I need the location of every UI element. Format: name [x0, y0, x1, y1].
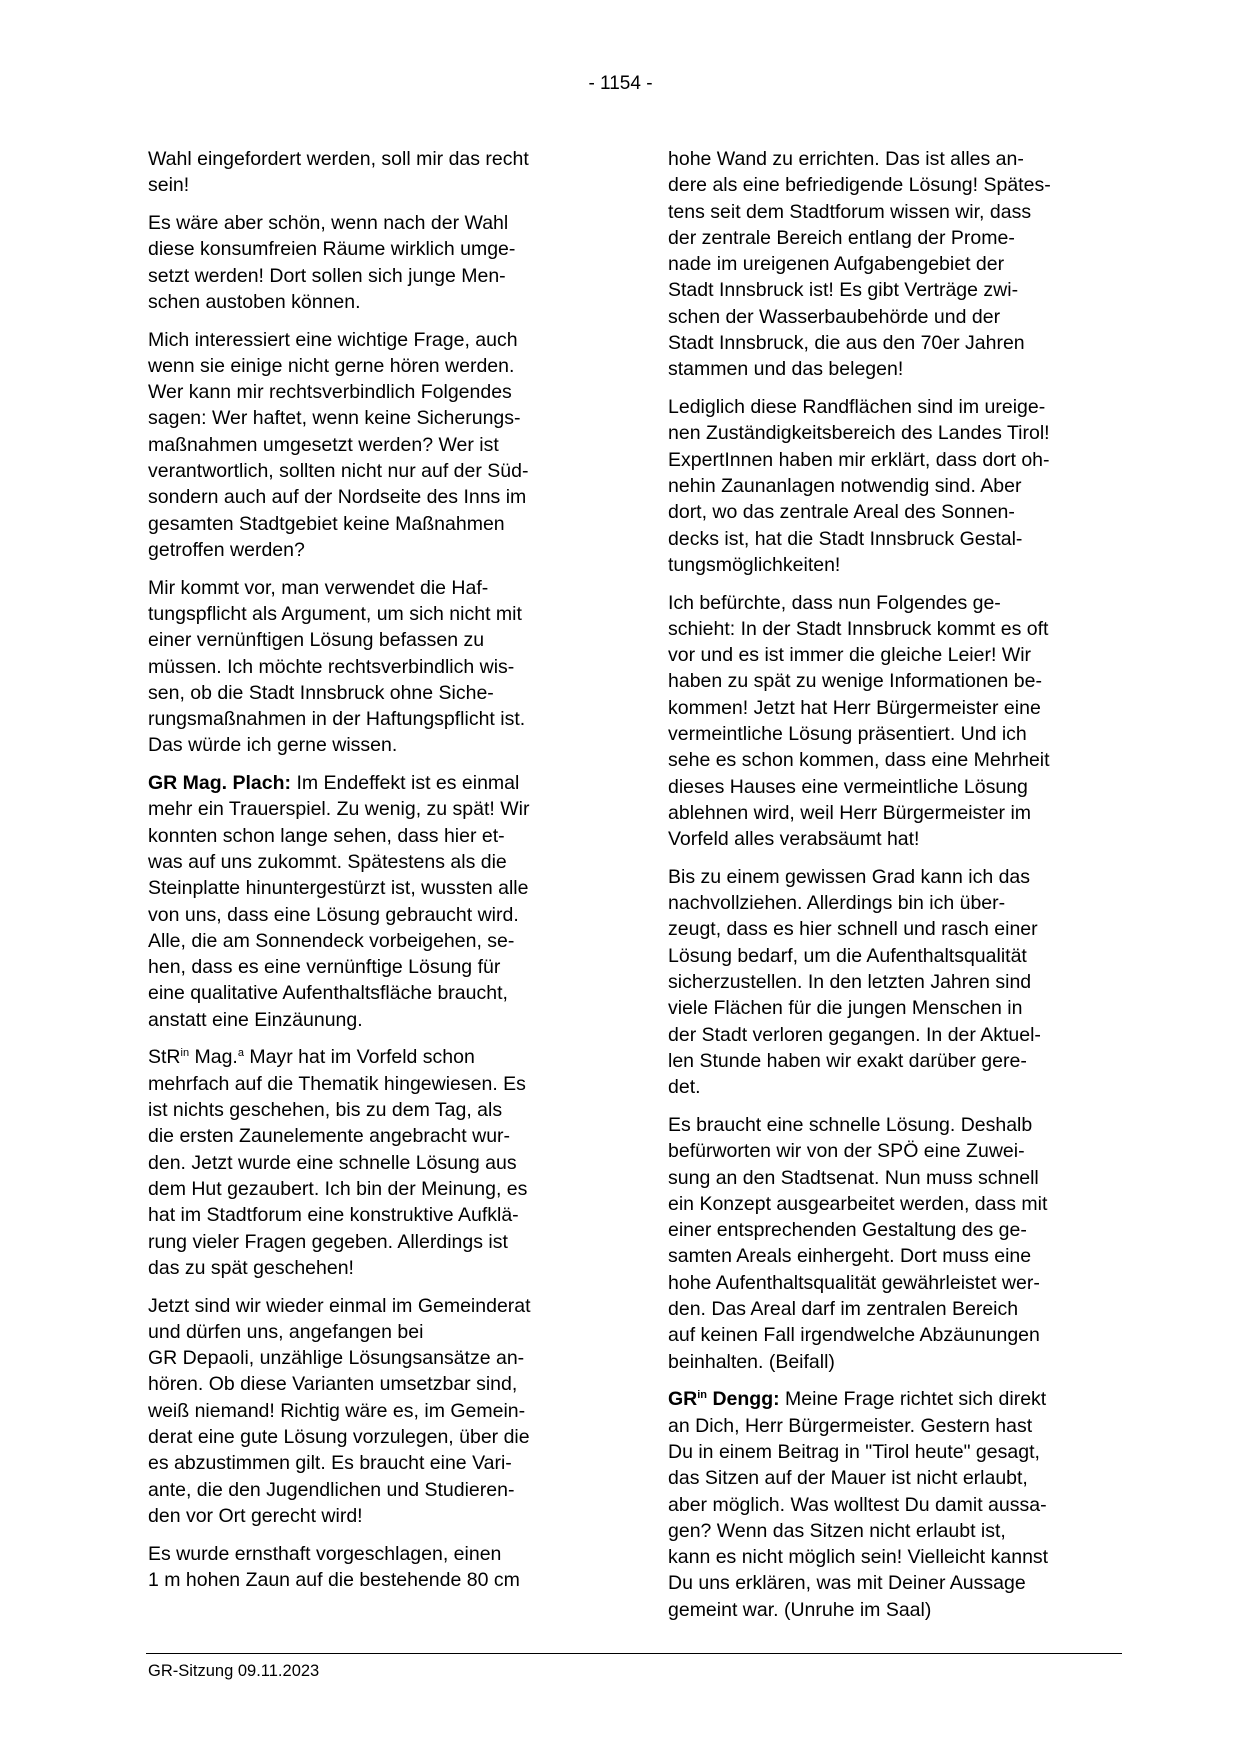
- left-column: [148, 146, 603, 1605]
- paragraph: Ich befürchte, dass nun Folgendes ge- schieht: In der Stadt Innsbruck kommt es oft vor und es ist immer die gleiche Leier! Wir haben zu spät zu wenige Informationen be- kommen! Jetzt hat Herr Bürgermeister eine vermeintliche Lösung präsentiert. Und ich sehe es schon kommen, dass eine Mehrheit dieses Hauses eine vermeintliche Lösung ablehnen wird, weil Herr Bürgermeister im Vorfeld alles verabsäumt hat!: [668, 591, 1050, 851]
- page-number: - 1154 -: [588, 73, 653, 94]
- paragraph: Wahl eingefordert werden, soll mir das recht sein!: [148, 148, 529, 197]
- paragraph: Mich interessiert eine wichtige Frage, auch wenn sie einige nicht gerne hören werden. Wer kann mir rechtsverbindlich Folgendes sagen: Wer haftet, wenn keine Sicherungs- maßnahmen umgesetzt werden? Wer ist verantwortlich, sollten nicht nur auf der Süd- sondern auch auf der Nordseite des Inns im gesamten Stadtgebiet keine Maßnahmen getroffen werden?: [148, 328, 529, 561]
- footer-divider: [146, 1653, 1122, 1654]
- paragraph-text: Mayr hat im Vorfeld schon mehrfach auf die Thematik hingewiesen. Es ist nichts geschehen, bis zu dem Tag, als die ersten Zaunelemente angebracht wur- den. Jetzt wurde eine schnelle Lösung aus dem Hut gezaubert. Ich bin der Meinung, es hat im Stadtforum eine konstruktive Aufklä- rung vieler Fragen gegeben. Allerdings ist das zu spät geschehen!: [148, 1046, 528, 1279]
- paragraph: [148, 1044, 603, 1281]
- speaker-surname: Dengg:: [707, 1388, 780, 1411]
- paragraph: Es wurde ernsthaft vorgeschlagen, einen 1 m hohen Zaun auf die bestehende 80 cm: [148, 1542, 520, 1591]
- paragraph: Mir kommt vor, man verwendet die Haf- tungspflicht als Argument, um sich nicht mit einer vernünftigen Lösung befassen zu müssen. Ich möchte rechtsverbindlich wis- sen, ob die Stadt Innsbruck ohne Siche- rungsmaßnahmen in der Haftungspflicht ist. Das würde ich gerne wissen.: [148, 576, 526, 757]
- speaker-title: StR: [148, 1046, 181, 1069]
- paragraph: Es wäre aber schön, wenn nach der Wahl diese konsumfreien Räume wirklich umge- setzt werden! Dort sollen sich junge Men- schen austoben können.: [148, 211, 516, 313]
- speaker-title: GR: [668, 1388, 698, 1411]
- paragraph: Bis zu einem gewissen Grad kann ich das nachvollziehen. Allerdings bin ich über- zeugt, dass es hier schnell und rasch einer Lösung bedarf, um die Aufenthaltsqualität sicherzustellen. In den letzten Jahren sind viele Flächen für die jungen Menschen in der Stadt verloren gegangen. In der Aktuel- len Stunde haben wir exakt darüber gere- det.: [668, 865, 1041, 1099]
- superscript: in: [697, 1389, 708, 1402]
- paragraph: Jetzt sind wir wieder einmal im Gemeinderat und dürfen uns, angefangen bei GR Depaoli, unzählige Lösungsansätze an- hören. Ob diese Varianten umsetzbar sind, weiß niemand! Richtig wäre es, im Gemein- derat eine gute Lösung vorzulegen, über die es abzustimmen gilt. Es braucht eine Vari- ante, die den Jugendlichen und Studieren- den vor Ort gerecht wird!: [148, 1294, 531, 1527]
- paragraph: Lediglich diese Randflächen sind im ureige- nen Zuständigkeitsbereich des Landes Tirol! ExpertInnen haben mir erklärt, dass dort oh- nehin Zaunanlagen notwendig sind. Aber dort, wo das zentrale Areal des Sonnen- decks ist, hat die Stadt Innsbruck Gestal- tungsmöglichkeiten!: [668, 396, 1050, 576]
- footer-session-date: GR-Sitzung 09.11.2023: [148, 1662, 320, 1680]
- speech-paragraph: [148, 770, 603, 1033]
- speaker-title: Mag.: [189, 1046, 238, 1069]
- speech-text: Im Endeffekt ist es einmal mehr ein Trauerspiel. Zu wenig, zu spät! Wir konnten schon lange sehen, dass hier et- was auf uns zukommt. Spätestens als die Steinplatte hinuntergestürzt ist, wussten alle von uns, dass eine Lösung gebraucht wird. Alle, die am Sonnendeck vorbeigehen, se- hen, dass es eine vernünftige Lösung für eine qualitative Aufenthaltsfläche braucht, anstatt eine Einzäunung.: [148, 772, 530, 1031]
- speaker-name: GR Mag. Plach:: [148, 772, 292, 795]
- superscript: in: [180, 1047, 190, 1060]
- speech-text: Meine Frage richtet sich direkt an Dich, Herr Bürgermeister. Gestern hast Du in einem Beitrag in "Tirol heute" gesagt, das Sitzen auf der Mauer ist nicht erlaubt, aber möglich. Was wolltest Du damit aussa- gen? Wenn das Sitzen nicht erlaubt ist, kann es nicht möglich sein! Vielleicht kannst Du uns erklären, was mit Deiner Aussage gemeint war. (Unruhe im Saal): [668, 1388, 1049, 1621]
- speech-paragraph: [668, 1386, 1123, 1623]
- speaker-name: [668, 1388, 780, 1410]
- right-column: [668, 146, 1123, 1634]
- superscript: a: [237, 1047, 244, 1060]
- paragraph: Es braucht eine schnelle Lösung. Deshalb befürworten wir von der SPÖ eine Zuwei- sung an den Stadtsenat. Nun muss schnell ein Konzept ausgearbeitet werden, dass mit einer entsprechenden Gestaltung des ge- samten Areals einhergeht. Dort muss eine hohe Aufenthaltsqualität gewährleistet wer- den. Das Areal darf im zentralen Bereich auf keinen Fall irgendwelche Abzäunungen beinhalten. (Beifall): [668, 1113, 1048, 1373]
- paragraph: hohe Wand zu errichten. Das ist alles an- dere als eine befriedigende Lösung! Spätes- tens seit dem Stadtforum wissen wir, dass der zentrale Bereich entlang der Prome- nade im ureigenen Aufgabengebiet der Stadt Innsbruck ist! Es gibt Verträge zwi- schen der Wasserbaubehörde und der Stadt Innsbruck, die aus den 70er Jahren stammen und das belegen!: [668, 148, 1051, 381]
